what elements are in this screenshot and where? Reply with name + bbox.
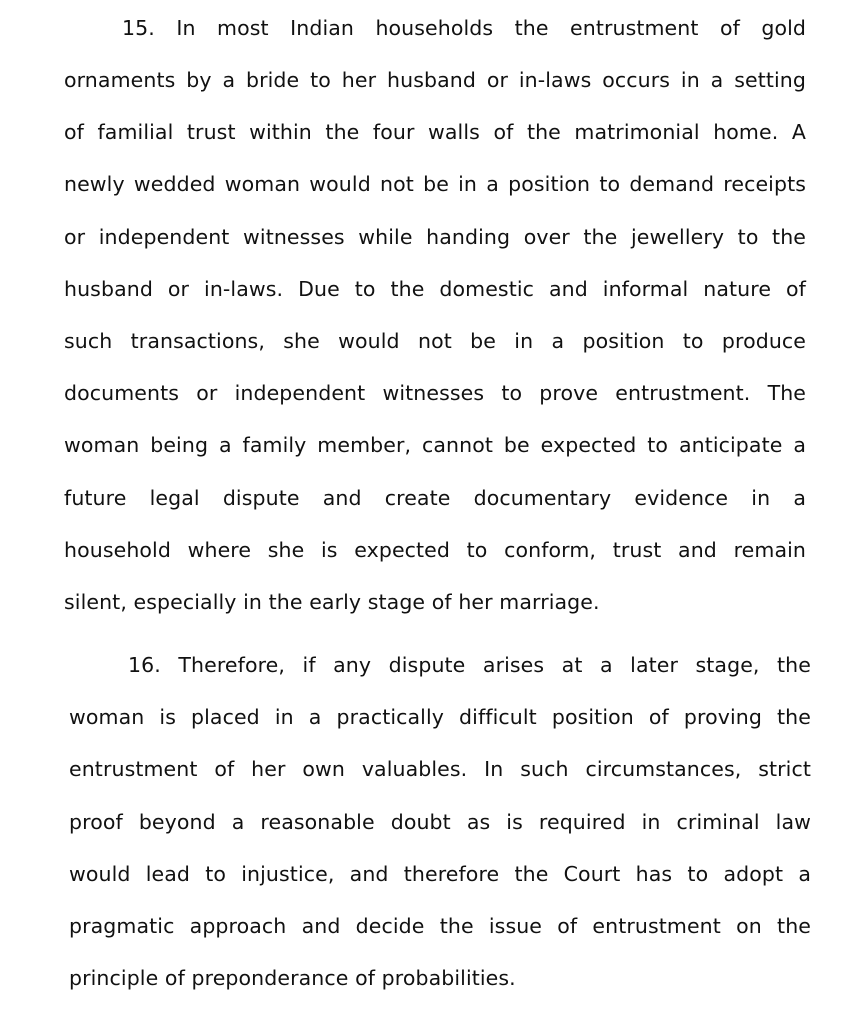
paragraph-line: husband or in-laws. Due to the domestic and informal nature of xyxy=(64,277,806,301)
paragraph-line: newly wedded woman would not be in a position to demand receipts xyxy=(64,172,806,196)
paragraph-line: would lead to injustice, and therefore the Court has to adopt a xyxy=(69,862,811,886)
paragraph-text: Therefore, if any dispute arises at a later stage, the xyxy=(178,653,811,677)
paragraph-line: pragmatic approach and decide the issue of entrustment on the xyxy=(69,914,811,938)
paragraph-number: 16. xyxy=(128,653,161,677)
paragraph-number: 15. xyxy=(122,16,155,40)
paragraph-line: of familial trust within the four walls of the matrimonial home. A xyxy=(64,120,806,144)
paragraph-line: or independent witnesses while handing over the jewellery to the xyxy=(64,225,806,249)
paragraph-line: future legal dispute and create documentary evidence in a xyxy=(64,486,806,510)
paragraph-line: proof beyond a reasonable doubt as is required in criminal law xyxy=(69,810,811,834)
paragraph-line: documents or independent witnesses to prove entrustment. The xyxy=(64,381,806,405)
paragraph-line: household where she is expected to conform, trust and remain xyxy=(64,538,806,562)
paragraph-text: In most Indian households the entrustment of gold xyxy=(176,16,807,40)
paragraph-line: woman is placed in a practically difficult position of proving the xyxy=(69,705,811,729)
paragraph-line xyxy=(122,15,806,41)
paragraph-line: ornaments by a bride to her husband or in-laws occurs in a setting xyxy=(64,68,806,92)
paragraph-line: such transactions, she would not be in a position to produce xyxy=(64,329,806,353)
paragraph-line: principle of preponderance of probabilities. xyxy=(69,966,516,990)
paragraph-line: woman being a family member, cannot be expected to anticipate a xyxy=(64,433,806,457)
paragraph-line: silent, especially in the early stage of her marriage. xyxy=(64,590,600,614)
paragraph-line: entrustment of her own valuables. In such circumstances, strict xyxy=(69,757,811,781)
paragraph-line xyxy=(128,652,811,678)
